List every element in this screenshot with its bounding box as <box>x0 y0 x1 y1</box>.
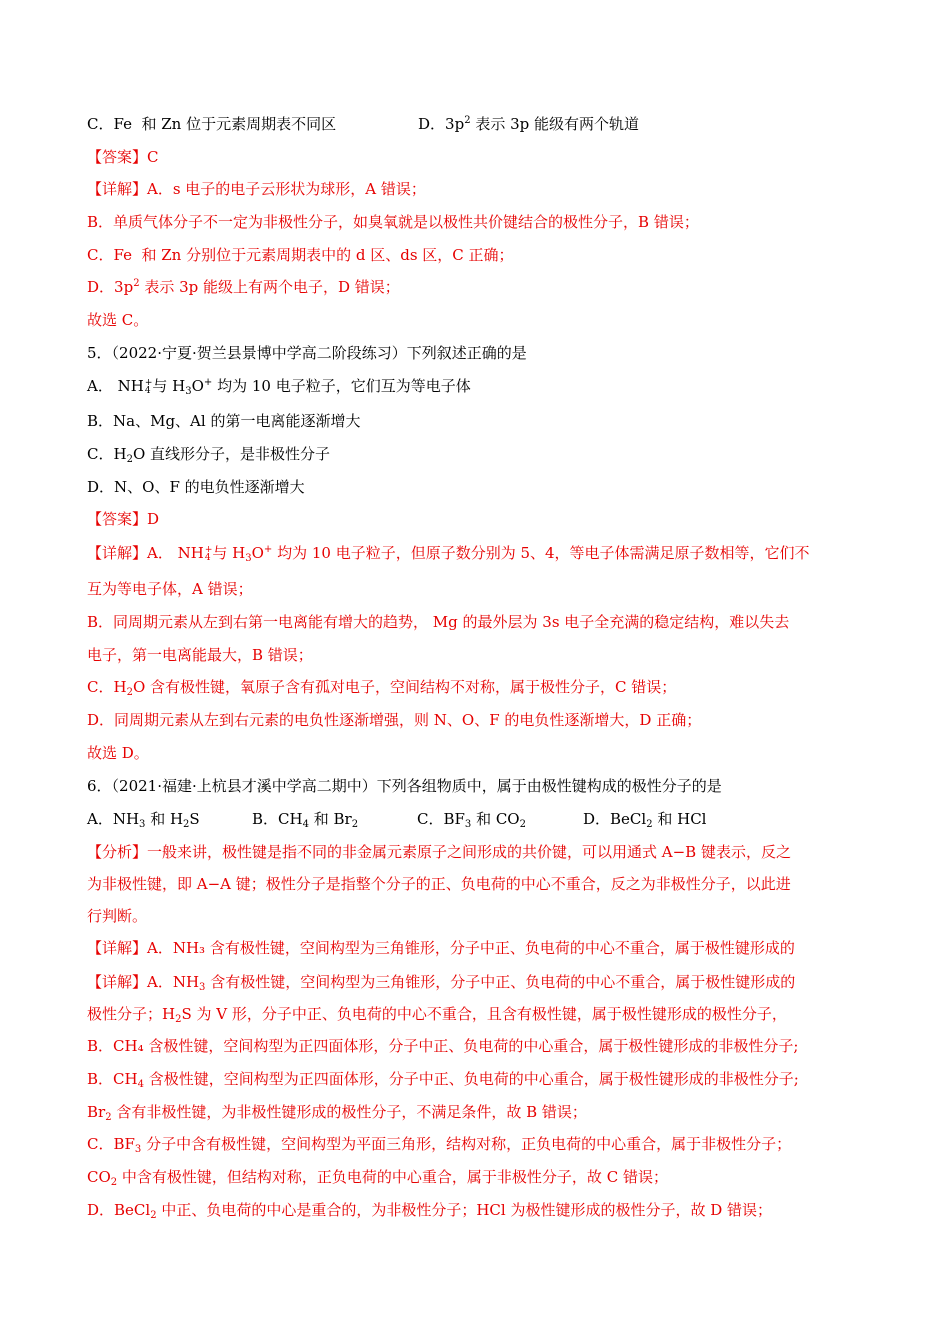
option-a: A．$NH_3$ 和 $H_2S$ <box>87 810 200 830</box>
explanation-line: D．BeCl$_2$ 中正、负电荷的中心是重合的，为非极性分子；HCl 为极性键形成的极性分子，故 D 错误； <box>87 1201 773 1221</box>
option-b: B．Na、Mg、Al 的第一电离能逐渐增大 <box>87 412 361 430</box>
explanation-line: B．单质气体分子不一定为非极性分子，如臭氧就是以极性共价键结合的极性分子，B 错误； <box>87 213 699 231</box>
answer-line: 【答案】D <box>87 510 160 528</box>
explanation-line: 【详解】A． NH + 4 与 $H_3O^+$ 均为 10 电子粒子，但原子数分别为 5、4，等电子体需满足原子数相等，它们不 <box>87 544 810 564</box>
analysis-line: 为非极性键，即 A−A 键；极性分子是指整个分子的正、负电荷的中心不重合，反之为非极性分子，以此进 <box>87 875 791 893</box>
conclusion-line: 故选 D。 <box>87 744 149 762</box>
explanation-line: 互为等电子体，A 错误； <box>87 580 253 598</box>
analysis-line: 【详解】A．NH₃ 含有极性键，空间构型为三角锥形，分子中正、负电荷的中心不重合，属于极性键形成的 <box>87 939 795 957</box>
question-stem: 6．（2021·福建·上杭县才溪中学高二期中）下列各组物质中，属于由极性键构成的极性分子的是 <box>87 777 722 795</box>
explanation-line: D．$3p^2$ 表示 3p 能级上有两个电子，D 错误； <box>87 278 400 296</box>
explanation-line: D．同周期元素从左到右元素的电负性逐渐增强，则 N、O、F 的电负性逐渐增大，D 正确； <box>87 711 702 729</box>
explanation-line: B．$CH_4$ 含极性键，空间构型为正四面体形，分子中正、负电荷的中心重合，属于极性键形成的非极性分子; <box>87 1070 799 1090</box>
explanation-line: C．$BF_3$ 分子中含有极性键，空间构型为平面三角形，结构对称，正负电荷的中心重合，属于非极性分子； <box>87 1135 792 1155</box>
explanation-line: 【详解】A．$NH_3$ 含有极性键，空间构型为三角锥形，分子中正、负电荷的中心不重合，属于极性键形成的 <box>87 973 796 993</box>
analysis-line: 行判断。 <box>87 907 148 925</box>
option-c-text: C．Fe 和 Zn 位于元素周期表不同区 <box>87 115 337 133</box>
option-d-text: D．$3p^2$ 表示 3p 能级有两个轨道 <box>418 115 640 133</box>
option-d: D．N、O、F 的电负性逐渐增大 <box>87 478 305 496</box>
explanation-line: C．$H_2O$ 含有极性键，氧原子含有孤对电子，空间结构不对称，属于极性分子，C 错误； <box>87 678 677 698</box>
option-a: A． NH + 4 与 $H_3O^+$ 均为 10 电子粒子，它们互为等电子体 <box>87 377 471 397</box>
explanation-line: 【详解】A．s 电子的电子云形状为球形，A 错误； <box>87 180 426 198</box>
option-d: D．BeCl$_2$ 和 HCl <box>583 810 707 830</box>
explanation-line: $CO_2$ 中含有极性键，但结构对称，正负电荷的中心重合，属于非极性分子，故 C 错误； <box>87 1168 668 1188</box>
explanation-line: C．Fe 和 Zn 分别位于元素周期表中的 d 区、ds 区，C 正确； <box>87 246 514 264</box>
option-b: B．$CH_4$ 和 $Br_2$ <box>252 810 359 830</box>
option-c: C．$BF_3$ 和 $CO_2$ <box>417 810 526 830</box>
explanation-line: 极性分子；$H_2S$ 为 V 形，分子中正、负电荷的中心不重合，且含有极性键，属于极性键形成的极性分子， <box>87 1005 787 1025</box>
answer-line: 【答案】C <box>87 148 159 166</box>
answer-line: 【分析】一般来讲，极性键是指不同的非金属元素原子之间形成的共价键，可以用通式 A−B 键表示，反之 <box>87 843 791 861</box>
question-stem: 5．（2022·宁夏·贺兰县景博中学高二阶段练习）下列叙述正确的是 <box>87 344 527 362</box>
explanation-line: $Br_2$ 含有非极性键，为非极性键形成的极性分子，不满足条件，故 B 错误； <box>87 1103 587 1123</box>
explanation-line: 电子，第一电离能最大，B 错误； <box>87 646 313 664</box>
explanation-line: B．CH₄ 含极性键，空间构型为正四面体形，分子中正、负电荷的中心重合，属于极性键形成的非极性分子; <box>87 1037 799 1055</box>
conclusion-line: 故选 C。 <box>87 311 149 329</box>
explanation-line: B．同周期元素从左到右第一电离能有增大的趋势， Mg 的最外层为 3s 电子全充满的稳定结构，难以失去 <box>87 613 790 631</box>
option-c: C．$H_2O$ 直线形分子，是非极性分子 <box>87 445 331 465</box>
